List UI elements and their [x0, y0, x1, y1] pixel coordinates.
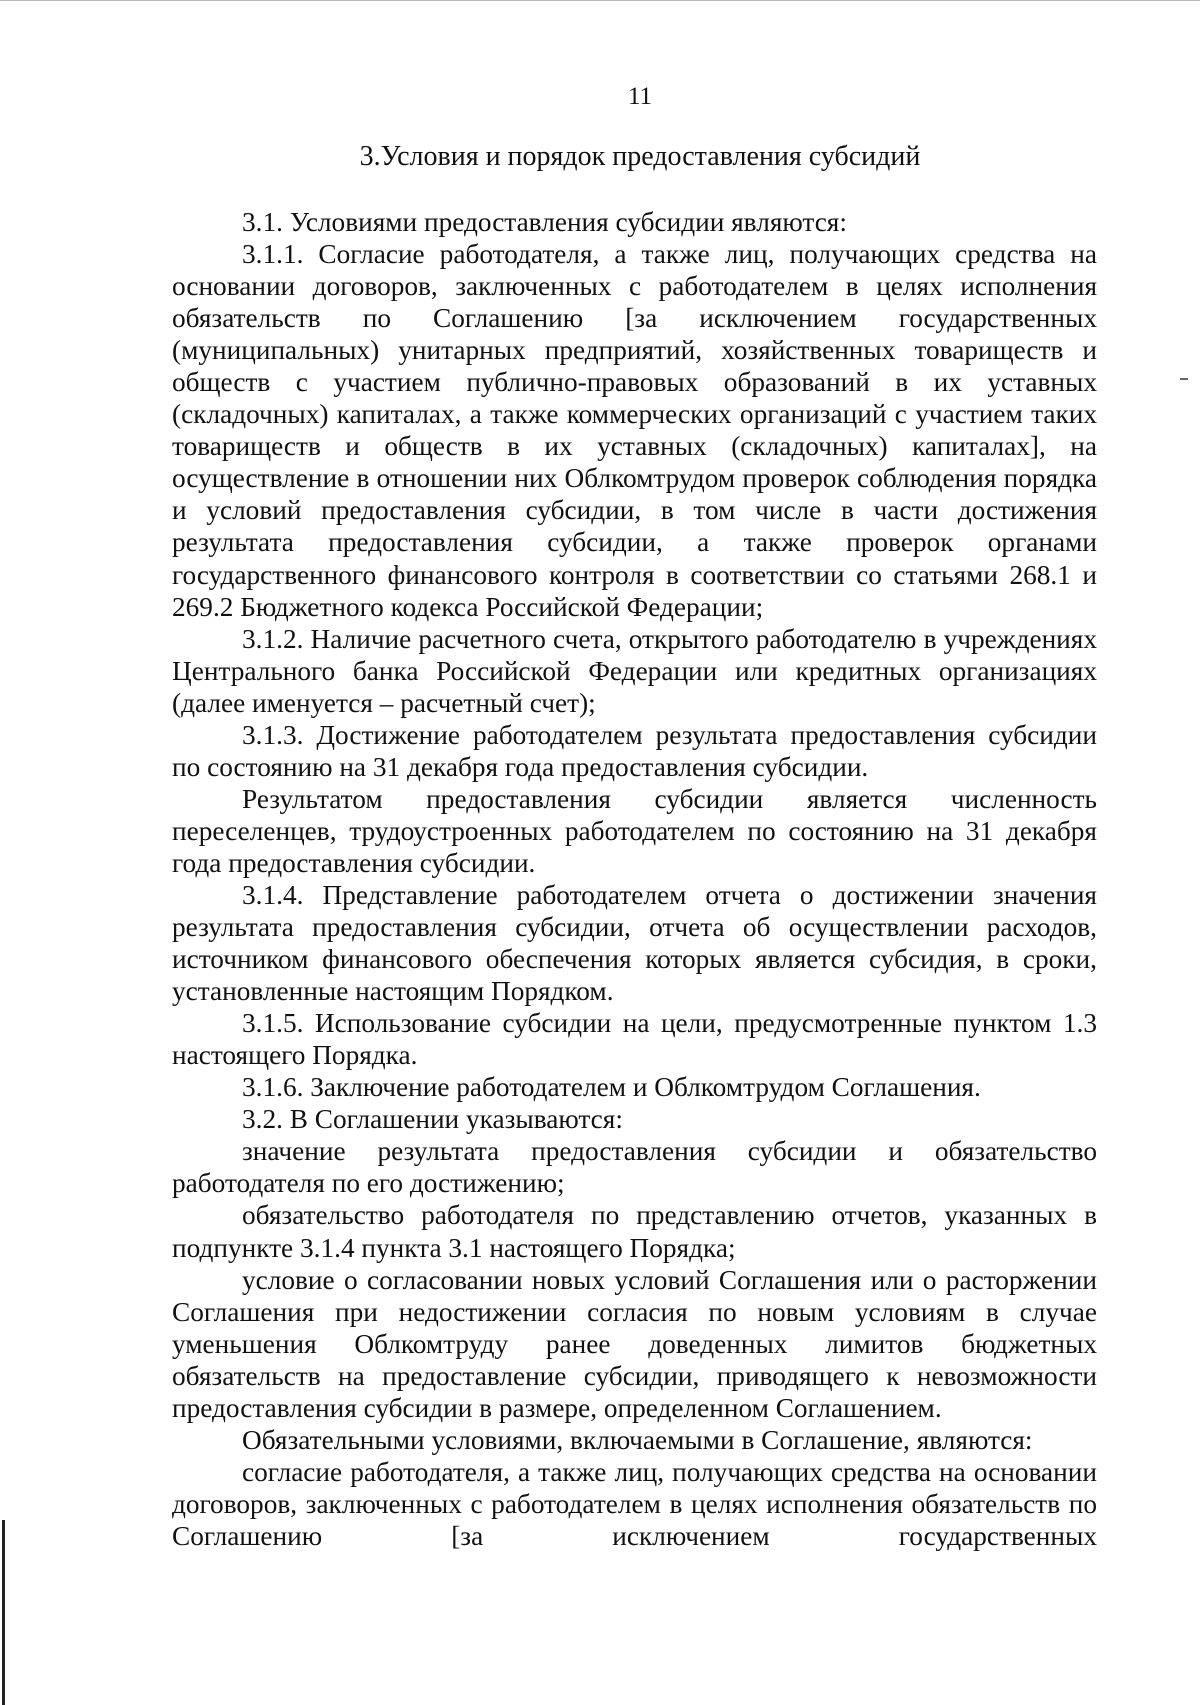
section-title: 3.Условия и порядок предоставления субсидий: [359, 141, 921, 172]
paragraph-result-value: значение результата предоставления субсидии и обязательство работодателя по его достижению;: [172, 1136, 1097, 1199]
paragraph-3-1-2: 3.1.2. Наличие расчетного счета, открытого работодателю в учреждениях Центрального банка Российской Федерации или кредитных организациях (далее именуется – расчетный счет);: [172, 623, 1097, 718]
paragraph-3-1-3: 3.1.3. Достижение работодателем результата предоставления субсидии по состоянию на 31 декабря года предоставления субсидии.: [172, 719, 1097, 782]
paragraph-3-1-4: 3.1.4. Представление работодателем отчета о достижении значения результата предоставления субсидии, отчета об осуществлении расходов, источником финансового обеспечения которых является субсидия, в сроки, установленные настоящим Порядком.: [172, 879, 1097, 1007]
paragraph-agreement-conditions: условие о согласовании новых условий Соглашения или о расторжении Соглашения при недостижении согласия по новым условиям в случае уменьшения Облкомтруду ранее доведенных лимитов бюджетных обязательств на предоставление субсидии, приводящего к невозможности предоставления субсидии в размере, определенном Соглашением.: [172, 1264, 1097, 1423]
scan-mark: [1180, 378, 1188, 380]
paragraph-3-1-6: 3.1.6. Заключение работодателем и Облкомтрудом Соглашения.: [242, 1072, 981, 1103]
paragraph-3-1: 3.1. Условиями предоставления субсидии являются:: [242, 207, 847, 237]
page-number: 11: [627, 83, 653, 110]
scan-edge-top: [0, 0, 1200, 1]
paragraph-3-1-5: 3.1.5. Использование субсидии на цели, предусмотренные пунктом 1.3 настоящего Порядка.: [172, 1008, 1097, 1071]
paragraph-mandatory-conditions: Обязательными условиями, включаемыми в Соглашение, являются:: [242, 1424, 1033, 1455]
paragraph-reports-obligation: обязательство работодателя по представлению отчетов, указанных в подпункте 3.1.4 пункта 3.1 настоящего Порядка;: [172, 1200, 1097, 1263]
document-body: [172, 206, 1097, 1552]
paragraph-3-2: 3.2. В Соглашении указываются:: [242, 1104, 623, 1135]
paragraph-result: Результатом предоставления субсидии является численность переселенцев, трудоустроенных работодателем по состоянию на 31 декабря года предоставления субсидии.: [172, 783, 1097, 878]
paragraph-consent: согласие работодателя, а также лиц, получающих средства на основании договоров, заключенных с работодателем в целях исполнения обязательств по Соглашению [за исключением государственных: [172, 1456, 1097, 1551]
paragraph-3-1-1: 3.1.1. Согласие работодателя, а также лиц, получающих средства на основании договоров, заключенных с работодателем в целях исполнения обязательств по Соглашению [за исключением государственных (муниципальных) унитарных предприятий, хозяйственных товариществ и обществ с участием публично-правовых образований в их уставных (складочных) капиталах, а также коммерческих организаций с участием таких товариществ и обществ в их уставных (складочных) капиталах], на осуществление в отношении них Облкомтрудом проверок соблюдения порядка и условий предоставления субсидии, в том числе в части достижения результата предоставления субсидии, а также проверок органами государственного финансового контроля в соответствии со статьями 268.1 и 269.2 Бюджетного кодекса Российской Федерации;: [172, 239, 1097, 622]
scan-edge-left: [2, 1520, 5, 1705]
